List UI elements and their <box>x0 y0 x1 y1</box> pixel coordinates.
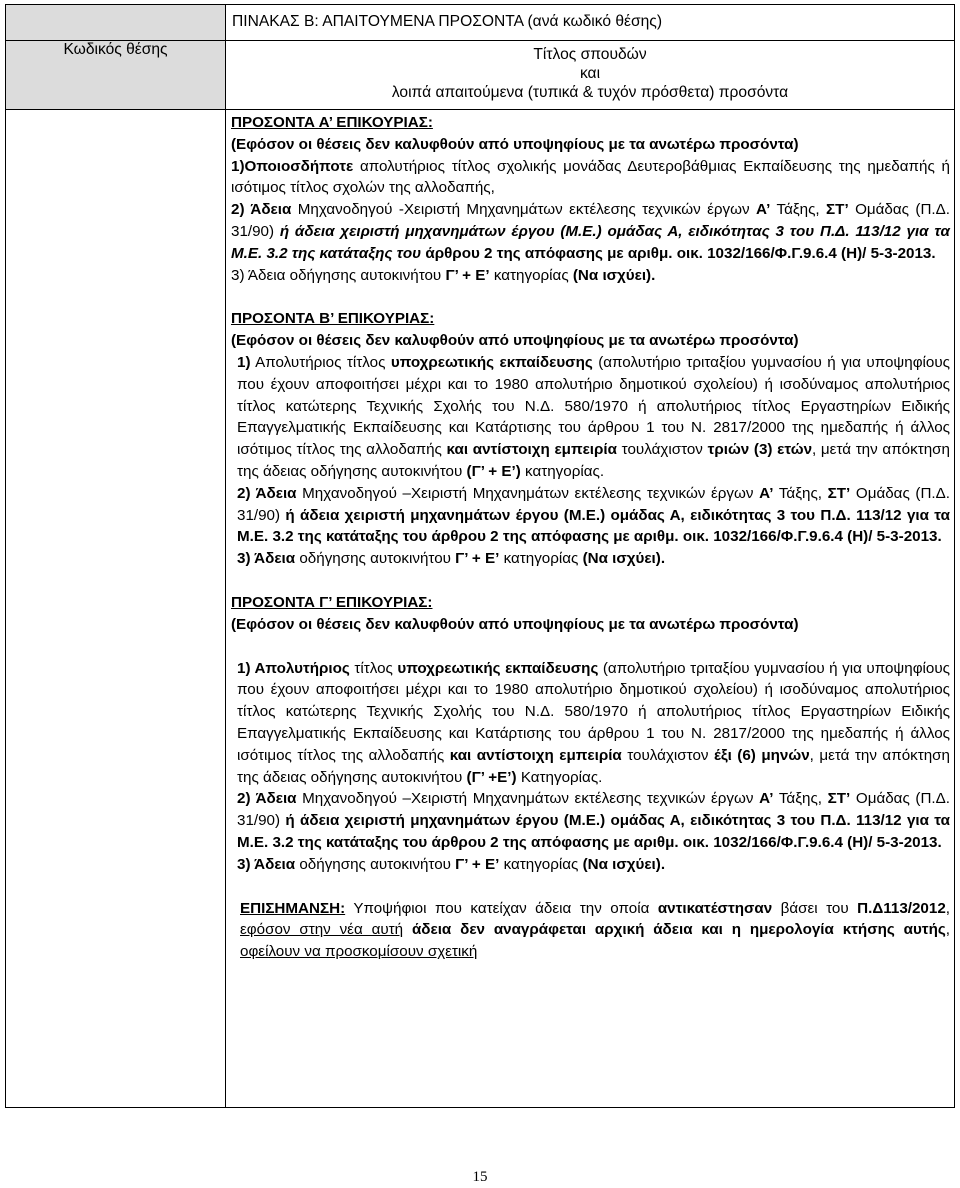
section-a-item3-valid: (Να ισχύει). <box>572 266 656 284</box>
note-emphasis: άδεια δεν αναγράφεται αρχική άδεια και η ημερολογία κτήσης αυτής <box>411 921 946 939</box>
section-c-item2-text3: Ομάδας (Π.Δ. 31/90) <box>237 790 951 830</box>
section-a-item2-text3: Ομάδας (Π.Δ. 31/90) <box>231 201 950 240</box>
note-obligation: οφείλουν να προσκομίσουν σχετική <box>240 943 478 961</box>
section-b-condition: (Εφόσον οι θέσεις δεν καλυφθούν από υποψηφίους με τα ανωτέρω προσόντα) <box>231 332 799 350</box>
section-a-item2-st: ΣΤ’ <box>826 201 849 219</box>
section-b-item1 <box>231 352 950 483</box>
section-c-spacer <box>231 636 950 658</box>
section-c-item1 <box>231 658 950 789</box>
section-c-item3-text2: κατηγορίας <box>499 855 583 873</box>
section-b-item2-emphasis: ή άδεια χειριστή μηχανημάτων έργου (Μ.Ε.) ομάδας Α, ειδικότητας 3 του Π.Δ. 113/12 για τα Μ.Ε. 3.2 της κατάταξης του άρθρου 2 της απόφασης με αριθμ. οικ. 1032/166/Φ.Γ.9.6.4 (Η)/ 5-3-2013. <box>237 506 950 546</box>
section-c-item1-text5: Κατηγορίας. <box>516 768 603 786</box>
section-c-item1-experience: και αντίστοιχη εμπειρία <box>449 746 622 764</box>
section-b-item3-lead: Άδεια <box>254 550 296 568</box>
section-c-item2-text2: Τάξης, <box>773 790 828 808</box>
section-b-item1-experience: και αντίστοιχη εμπειρία <box>446 441 617 459</box>
section-b-item3-text2: κατηγορίας <box>499 550 583 568</box>
note-text1: Υποψήφιοι που κατείχαν άδεια την οποία <box>345 899 658 917</box>
section-b-heading: ΠΡΟΣΟΝΤΑ Β’ ΕΠΙΚΟΥΡΙΑΣ: <box>231 310 435 328</box>
note-text4 <box>403 921 412 938</box>
section-b <box>231 308 950 570</box>
section-b-item2-lead: Άδεια <box>255 484 297 502</box>
section-c-item1-duration: έξι (6) μηνών <box>713 746 810 764</box>
section-c-item1-education: υποχρεωτικής εκπαίδευσης <box>397 659 599 677</box>
section-a-item2-end: άρθρου 2 της απόφασης με αριθμ. οικ. 1032/166/Φ.Γ.9.6.4 (Η)/ 5-3-2013. <box>425 244 936 262</box>
section-b-item1-category: (Γ’ + Ε’) <box>466 462 521 480</box>
note-label: ΕΠΙΣΗΜΑΝΣΗ: <box>240 899 346 917</box>
qualifications-table <box>5 4 955 1108</box>
section-c-condition: (Εφόσον οι θέσεις δεν καλυφθούν από υποψηφίους με τα ανωτέρω προσόντα) <box>231 615 799 633</box>
column-header-line3: λοιπά απαιτούμενα (τυπικά & τυχόν πρόσθετα) προσόντα <box>391 84 789 101</box>
section-a-item2-text: Μηχανοδηγού -Χειριστή Μηχανημάτων εκτέλεσης τεχνικών έργων <box>291 201 756 219</box>
section-b-item3 <box>231 548 950 570</box>
section-b-item2-num: 2) <box>237 484 256 502</box>
body-row <box>6 110 955 1108</box>
section-c-item1-text: τίτλος <box>349 659 398 677</box>
section-c-item2-st: ΣΤ’ <box>827 790 851 808</box>
section-b-item2-text2: Τάξης, <box>773 484 828 502</box>
note-replaced: αντικατέστησαν <box>657 899 773 917</box>
section-c-item3-valid: (Να ισχύει). <box>582 855 666 873</box>
note-text2: βάσει του <box>772 899 858 917</box>
section-c-item3-lead: Άδεια <box>254 855 296 873</box>
column-header-requirements <box>226 41 955 110</box>
note-condition: εφόσον στην νέα αυτή <box>240 921 404 939</box>
section-a-item2-a: Α’ <box>755 201 771 219</box>
section-a-item3 <box>231 265 950 287</box>
section-b-item1-text: Απολυτήριος τίτλος <box>250 353 391 371</box>
table-title-row <box>6 5 955 41</box>
section-c-item1-category: (Γ’ +Ε’) <box>466 768 517 786</box>
column-header-line1: Τίτλος σπουδών <box>533 46 647 63</box>
section-c-item3-text: οδήγησης αυτοκινήτου <box>295 855 456 873</box>
section-c-item2 <box>231 788 950 853</box>
section-c <box>231 592 950 876</box>
section-c-item2-emphasis: ή άδεια χειριστή μηχανημάτων έργου (Μ.Ε.) ομάδας Α, ειδικότητας 3 του Π.Δ. 113/12 για τα Μ.Ε. 3.2 της κατάταξης του άρθρου 2 της απόφασης με αριθμ. οικ. 1032/166/Φ.Γ.9.6.4 (Η)/ 5-3-2013. <box>237 812 950 851</box>
section-b-item1-education: υποχρεωτικής εκπαίδευσης <box>390 353 593 371</box>
section-b-item2-text3: Ομάδας (Π.Δ. 31/90) <box>237 484 951 524</box>
column-header-code: Κωδικός θέσης <box>6 41 226 110</box>
section-a-item3-text2: κατηγορίας <box>489 266 573 284</box>
note-paragraph <box>231 898 950 963</box>
section-c-item2-num: 2) <box>237 790 256 808</box>
section-c-item1-num: 1) <box>237 659 255 677</box>
section-b-item1-num: 1) <box>237 353 251 371</box>
section-a-item2-num: 2) <box>231 201 251 219</box>
note-text3: , <box>945 899 951 917</box>
column-header-line2: και <box>579 65 601 82</box>
table-title: ΠΙΝΑΚΑΣ Β: ΑΠΑΙΤΟΥΜΕΝΑ ΠΡΟΣΟΝΤΑ (ανά κωδικό θέσης) <box>226 5 955 41</box>
body-requirements-cell <box>226 110 955 1108</box>
section-b-item2-st: ΣΤ’ <box>827 484 851 502</box>
section-a-item2-text2: Τάξης, <box>770 201 827 219</box>
section-c-item3 <box>231 854 950 876</box>
section-a-heading: ΠΡΟΣΟΝΤΑ Α’ ΕΠΙΚΟΥΡΙΑΣ: <box>231 114 433 131</box>
section-c-item1-text2: (απολυτήριο τριταξίου γυμνασίου ή για υποψηφίους που έχουν αποφοιτήσει μέχρι και το 1980 απολυτήριο δημοτικού σχολείου) ή ισοδύναμος απολυτήριος τίτλος κατώτερης Τεχνικής Σχολής του Ν.Δ. 580/1970 ή απολυτήριος τίτλος Εργαστηρίων Ειδικής Επαγγελματικής Εκπαίδευσης και Κατάρτισης του άρθρου 1 του Ν. 2817/2000 της ημεδαπής ή άλλος ισότιμος τίτλος της αλλοδαπής <box>237 659 950 764</box>
section-b-item1-text5: κατηγορίας. <box>520 462 605 480</box>
section-c-item2-a: Α’ <box>759 790 774 808</box>
section-a <box>231 112 950 286</box>
section-b-item3-num: 3) <box>237 550 255 568</box>
section-c-item1-text3: τουλάχιστον <box>621 746 714 764</box>
section-b-item3-text: οδήγησης αυτοκινήτου <box>295 550 456 568</box>
note-decree: Π.Δ113/2012 <box>857 899 946 917</box>
section-b-item3-valid: (Να ισχύει). <box>582 550 666 568</box>
note-text5: , <box>945 921 950 939</box>
section-c-item3-num: 3) <box>237 855 255 873</box>
page-number: 15 <box>472 1169 488 1185</box>
section-b-item2-a: Α’ <box>759 484 774 502</box>
section-c-item2-lead: Άδεια <box>255 790 297 808</box>
section-a-item3-category: Γ’ + Ε’ <box>445 266 490 284</box>
section-a-item2-emphasis: ή άδεια χειριστή μηχανημάτων έργου (Μ.Ε.) ομάδας Α, ειδικότητας 3 του Π.Δ. 113/12 για τα Μ.Ε. 3.2 της κατάταξης του <box>231 222 950 262</box>
section-a-condition: (Εφόσον οι θέσεις δεν καλυφθούν από υποψηφίους με τα ανωτέρω προσόντα) <box>231 135 799 153</box>
section-c-heading: ΠΡΟΣΟΝΤΑ Γ’ ΕΠΙΚΟΥΡΙΑΣ: <box>231 593 433 611</box>
section-a-item1-text: απολυτήριος τίτλος σχολικής μονάδας Δευτεροβάθμιας Εκπαίδευσης της ημεδαπής ή ισότιμος τίτλος σχολών της αλλοδαπής, <box>231 157 950 197</box>
section-b-item1-text2: (απολυτήριο τριταξίου γυμνασίου ή για υποψηφίους που έχουν αποφοιτήσει μέχρι και το 1980 απολυτήριο δημοτικού σχολείου) ή ισοδύναμος απολυτήριος τίτλος κατώτερης Τεχνικής Σχολής του Ν.Δ. 580/1970 ή απολυτήριος τίτλος Εργαστηρίων Ειδικής Επαγγελματικής Εκπαίδευσης και Κατάρτισης του άρθρου 1 του Ν. 2817/2000 της ημεδαπής ή άλλος ισότιμος τίτλος της αλλοδαπής <box>237 353 950 459</box>
section-c-item3-category: Γ’ + Ε’ <box>455 855 500 873</box>
section-c-item2-text: Μηχανοδηγού –Χειριστή Μηχανημάτων εκτέλεσης τεχνικών έργων <box>296 790 760 808</box>
section-b-item1-text4: , μετά την απόκτηση της άδειας οδήγησης αυτοκινήτου <box>237 441 950 480</box>
section-a-item2 <box>231 199 950 264</box>
section-b-item2 <box>231 483 950 548</box>
body-code-cell <box>6 110 226 1108</box>
section-b-item1-duration: τριών (3) ετών <box>707 441 813 459</box>
section-a-item3-text: 3) Άδεια οδήγησης αυτοκινήτου <box>231 266 446 284</box>
section-b-item2-text: Μηχανοδηγού –Χειριστή Μηχανημάτων εκτέλεσης τεχνικών έργων <box>296 484 760 502</box>
section-c-item1-lead: Απολυτήριος <box>254 659 350 677</box>
title-left-cell <box>6 5 226 41</box>
section-c-item1-text4: , μετά την απόκτηση της άδειας οδήγησης αυτοκινήτου <box>237 746 950 786</box>
section-b-item1-text3: τουλάχιστον <box>616 441 708 459</box>
section-a-item2-lead: Άδεια <box>250 201 292 219</box>
column-header-row <box>6 41 955 110</box>
section-b-item3-category: Γ’ + Ε’ <box>455 550 500 568</box>
section-a-item1 <box>231 156 950 200</box>
section-a-item1-lead: 1)Οποιοσδήποτε <box>231 157 354 175</box>
